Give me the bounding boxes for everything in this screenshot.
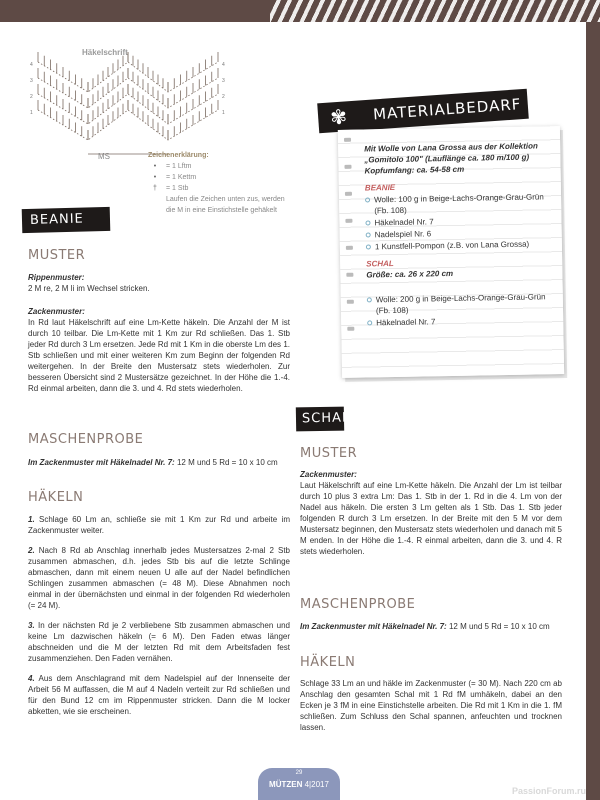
material-item: 1 Kunstfell-Pompon (z.B. von Lana Grossa) — [366, 238, 556, 252]
row-number: 2 — [222, 94, 225, 100]
stitch-row — [38, 110, 218, 140]
legend-row — [148, 172, 285, 183]
schal-haekeln-text: Schlage 33 Lm an und häkle im Zackenmuster (= 30 M). Nach 220 cm ab Anschlag den gesamten Schal mit 1 Rd fM umhäkeln, dabei an den Ecken je 3 fM in eine Einstichstelle arbeiten. Die Rd mit 1 Km in die 1. fM schließen. Zum Schluss den Schal spannen, anfeuchten und trocknen lassen. — [300, 679, 562, 732]
zacken-title: Zackenmuster: — [300, 470, 357, 479]
material-item: Häkelnadel Nr. 7 — [367, 314, 557, 328]
beanie-probe-heading: MASCHENPROBE — [28, 432, 144, 447]
magazine-name: MÜTZEN 4|2017 — [269, 780, 329, 789]
legend-heading: Zeichenerklärung: — [148, 152, 209, 159]
bullet-icon — [367, 297, 372, 302]
material-intro: Mit Wolle von Lana Grossa aus der Kollektion „Gomitolo 100" (Lauflänge ca. 180 m/100 g) Kopfumfang: ca. 54-58 cm — [364, 141, 538, 176]
watermark: PassionForum.ru — [511, 786, 586, 796]
top-decor-band — [0, 0, 600, 22]
beanie-steps — [28, 514, 290, 717]
bullet-icon — [365, 220, 370, 225]
right-edge-tab — [586, 22, 600, 80]
schal-zacken-block — [300, 469, 562, 557]
material-item: Wolle: 100 g in Beige-Lachs-Orange-Grau-Grün (Fb. 108) — [365, 191, 555, 216]
beanie-muster-heading: MUSTER — [28, 248, 86, 263]
schal-size: Größe: ca. 26 x 220 cm — [366, 268, 454, 280]
row-number: 3 — [30, 78, 33, 84]
beanie-tape-label: BEANIE — [22, 207, 111, 233]
material-item: Nadelspiel Nr. 6 — [366, 226, 556, 240]
step-number: 3. — [28, 621, 35, 630]
step-item — [28, 620, 290, 664]
legend-note: die M in eine Einstichstelle gehäkelt — [166, 207, 277, 214]
beanie-rippen-block — [28, 272, 290, 294]
probe-value: 12 M und 5 Rd = 10 x 10 cm — [174, 458, 278, 467]
step-item — [28, 673, 290, 717]
top-stripes — [270, 0, 600, 22]
yarn-butterfly-icon: ✾ — [329, 104, 349, 130]
legend-note: Laufen die Zeichen unten zus, werden — [166, 196, 285, 203]
step-item — [28, 514, 290, 536]
step-number: 4. — [28, 674, 35, 683]
row-number: 2 — [30, 94, 33, 100]
step-text: Nach 8 Rd ab Anschlag innerhalb jedes Mustersatzes 2-mal 2 Stb zusammen abmaschen, d.h. jedes Stb bis auf die letzte Schlinge abmaschen, dann mit einem neuen U alle auf der Nadel befindlichen Schlingen zusammen abmaschen (= 48 M). Diese Abnahmen noch einmal in der übernächsten und einmal in der folgenden Rd wiederholen (= 24 M). — [28, 546, 290, 610]
step-number: 2. — [28, 546, 35, 555]
schal-category: SCHAL — [366, 259, 394, 269]
double-crochet-icon: † — [153, 185, 157, 192]
zacken-text: Laut Häkelschrift auf eine Lm-Kette häkeln. Die Anzahl der Lm ist teilbar durch 10 plus 3 extra Lm: Das 1. Stb in der 1. Rd in die 4. Lm von der Nadel aus häkeln. Die ersten 3 Lm gelten als 1 Stb. Das 1. Stb jeder folgenden R durch 3 Lm ersetzen. In der Breite mit den 5 M vor dem Mustersatz beginnen, den Mustersatz stets wiederholen und danach mit 5 M enden. In der Höhe die 1.-4. R einmal arbeiten, dann die 3. und 4. R stets wiederholen. — [300, 481, 562, 556]
schal-probe-text — [300, 621, 562, 632]
zacken-text: In Rd laut Häkelschrift auf eine Lm-Kette häkeln. Die Anzahl der M ist durch 10 teilbar. Die Lm-Kette mit 1 Km zur Rd schließen. Das 1. Stb jeder Rd durch 3 Lm ersetzen. Jede Rd mit 1 Km in die oberste Lm des 1. Stb schließen und mit einer weiteren Km zum Beginn der folgenden Rd weitergehen. In der Breite den Mustersatz stets wiederholen. Zur besseren Übersicht sind 2 Mustersätze gezeichnet. In der Höhe die 1.-4. Rd einmal arbeiten, dann die 3. und 4. Rd stets wiederholen. — [28, 318, 290, 393]
probe-value: 12 M und 5 Rd = 10 x 10 cm — [446, 622, 550, 631]
schal-tape-label: SCHAL — [296, 407, 344, 432]
material-item: Häkelnadel Nr. 7 — [365, 214, 555, 228]
probe-bold: Im Zackenmuster mit Häkelnadel Nr. 7: — [28, 458, 175, 467]
legend-text: = 1 Lftm — [166, 163, 192, 170]
chain-stitch-icon: • — [153, 163, 157, 170]
legend-row — [148, 183, 285, 194]
crochet-diagram — [28, 48, 228, 163]
material-item: Wolle: 200 g in Beige-Lachs-Orange-Grau-Grün (Fb. 108) — [367, 291, 557, 316]
bullet-icon — [366, 232, 371, 237]
probe-bold: Im Zackenmuster mit Häkelnadel Nr. 7: — [300, 622, 447, 631]
rippen-text: 2 M re, 2 M li im Wechsel stricken. — [28, 284, 150, 293]
symbol-legend — [148, 150, 285, 216]
beanie-zacken-block — [28, 306, 290, 394]
page-footer — [258, 768, 340, 800]
material-title: MATERIALBEDARF — [372, 95, 522, 124]
row-number: 4 — [30, 62, 33, 68]
step-number: 1. — [28, 515, 35, 524]
beanie-category: BEANIE — [364, 182, 396, 193]
right-decor-band — [586, 80, 600, 800]
step-text: In der nächsten Rd je 2 verbliebene Stb zusammen abmaschen und keine Lm dazwischen häkeln (= 6 M). Den Faden etwas länger abschneiden und die M der letzten Rd mit dem Arbeitsfaden fest zusammenziehen. Den Faden vernähen. — [28, 621, 290, 663]
slip-stitch-icon: • — [153, 174, 157, 181]
diagram-title: Häkelschrift — [82, 48, 128, 57]
bullet-icon — [365, 197, 370, 202]
legend-text: = 1 Kettm — [166, 174, 197, 181]
page-number: 29 — [295, 770, 303, 776]
bullet-icon — [367, 320, 372, 325]
material-notepad — [338, 126, 564, 378]
step-text: Schlage 60 Lm an, schließe sie mit 1 Km zur Rd und arbeite im Zackenmuster weiter. — [28, 515, 290, 535]
bullet-icon — [366, 244, 371, 249]
legend-text: = 1 Stb — [166, 185, 189, 192]
schal-muster-heading: MUSTER — [300, 446, 358, 461]
legend-row — [148, 161, 285, 172]
pattern-repeat-label: MS — [98, 152, 110, 161]
issue-number: 4|2017 — [304, 780, 329, 789]
beanie-probe-text — [28, 457, 290, 468]
row-number: 1 — [222, 110, 225, 116]
schal-haekeln-heading: HÄKELN — [300, 655, 356, 670]
rippen-title: Rippenmuster: — [28, 273, 85, 282]
row-number: 1 — [30, 110, 33, 116]
step-item — [28, 545, 290, 611]
beanie-haekeln-heading: HÄKELN — [28, 490, 84, 505]
row-number: 3 — [222, 78, 225, 84]
schal-probe-heading: MASCHENPROBE — [300, 597, 416, 612]
notepad-content — [364, 140, 557, 328]
step-text: Aus dem Anschlagrand mit dem Nadelspiel auf der Innenseite der Arbeit 56 M auffassen, die M auf 4 Nadeln verteilt zur Rd schließen und für den Bund 12 cm im Rippenmuster stricken. Dann die M locker abketten, wie sie erscheinen. — [28, 674, 290, 716]
zacken-title: Zackenmuster: — [28, 307, 85, 316]
row-number: 4 — [222, 62, 225, 68]
